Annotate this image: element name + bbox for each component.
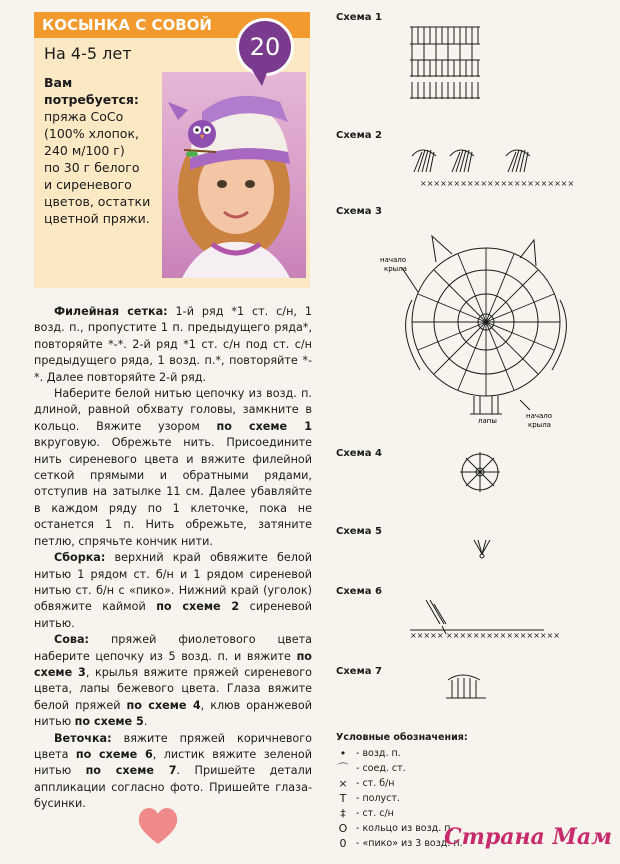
- scheme-3-paws-label: лапы: [478, 417, 497, 425]
- bold-term: Сборка:: [54, 551, 106, 565]
- materials-line: (100% хлопок,: [44, 126, 139, 141]
- materials-title: Вам потребуется:: [44, 75, 139, 107]
- bold-term: Веточка:: [54, 731, 112, 745]
- scheme-5-label: Схема 5: [336, 526, 382, 537]
- paragraph-text: верхний край обвяжите белой нитью 1 рядом ст. б/н и 1 рядом сиреневой нитью ст. б/н с «пико». Нижний край (уголок) обвяжите каймой: [34, 551, 312, 614]
- scheme-3-start-label2: крыла: [384, 265, 407, 273]
- bold-term: по схеме 7: [85, 764, 177, 778]
- bold-term: по схеме 1: [216, 419, 312, 433]
- paragraph-text: Наберите белой нитью цепочку из возд. п. длиной, равной обхвату головы, замкните в кольцо. Вяжите узором: [34, 387, 312, 433]
- legend-symbol: T: [339, 792, 347, 805]
- paragraph-text: 1-й ряд *1 ст. с/н, 1 возд. п., пропустите 1 п. предыдущего ряда*, повторяйте *-*. 2-й ряд *1 ст. с/н под ст. с/н предыдущего ряда, 1 возд. п.*, повторяйте *-*. Далее повторяйте 2-й ряд.: [34, 305, 312, 384]
- legend-item: [336, 776, 468, 791]
- heart-icon: [136, 804, 180, 846]
- paragraph-text: , крылья вяжите пряжей сиреневого цвета, лапы бежевого цвета. Глаза вяжите белой пряжей: [34, 665, 312, 712]
- pattern-title: КОСЫНКА С СОВОЙ: [34, 12, 310, 38]
- paragraph-text: сиреневой нитью.: [34, 600, 312, 630]
- scheme-7-label: Схема 7: [336, 666, 382, 677]
- paragraph-text: , клюв оранжевой нитью: [34, 698, 312, 729]
- scheme-2-label: Схема 2: [336, 130, 382, 141]
- paragraph-text: пряжей фиолетового цвета наберите цепочку из 5 возд. п. и вяжите: [34, 633, 312, 663]
- legend-symbol: •: [339, 747, 347, 760]
- paragraph-text: вяжите пряжей коричневого цвета: [34, 731, 312, 761]
- scheme-5-diagram: [474, 540, 490, 558]
- legend-symbol: O: [338, 822, 348, 835]
- bold-term: Сова:: [54, 633, 89, 647]
- legend-label: - возд. п.: [356, 748, 401, 759]
- legend-item: [336, 761, 468, 776]
- scheme-7-diagram: [446, 675, 486, 698]
- scheme-6-diagram: [410, 600, 560, 640]
- legend-label: - «пико» из 3 возд. п.: [356, 838, 463, 849]
- scheme-1-diagram: [410, 27, 480, 99]
- materials-line: 240 м/100 г): [44, 143, 125, 158]
- scheme-4-label: Схема 4: [336, 448, 382, 459]
- legend-symbol: ×: [338, 777, 348, 790]
- scheme-1-label: Схема 1: [336, 12, 382, 23]
- legend-symbol: ‡: [340, 807, 346, 820]
- scheme-4-diagram: [460, 452, 500, 492]
- bold-term: по схеме 4: [126, 698, 201, 712]
- materials-line: пряжа CoCo: [44, 109, 124, 124]
- bold-term: по схеме 2: [156, 600, 240, 614]
- page-number-badge: 20: [236, 18, 294, 76]
- paragraph-text: . Пришейте детали аппликации согласно фото. Пришейте глаза-бусинки.: [34, 764, 313, 811]
- age-range: На 4-5 лет: [44, 44, 132, 63]
- legend-label: - соед. ст.: [356, 763, 406, 774]
- scheme-3-label: Схема 3: [336, 206, 382, 217]
- legend-item: [336, 746, 468, 761]
- svg-text:××××× ×××××××××××××××××: ××××× ×××××××××××××××××: [410, 631, 561, 640]
- scheme-3-start-label: начало: [380, 256, 407, 264]
- bold-term: по схеме 3: [34, 649, 312, 679]
- legend-item: [336, 806, 468, 821]
- materials-line: по 30 г белого: [44, 160, 140, 175]
- scheme-6-label: Схема 6: [336, 586, 382, 597]
- legend-label: - полуст.: [356, 793, 400, 804]
- scheme-2-diagram: [412, 150, 574, 188]
- paragraph-text: , листик вяжите зеленой нитью: [34, 747, 312, 778]
- scheme-3-start-label-b2: крыла: [528, 421, 551, 429]
- legend-label: - ст. б/н: [356, 778, 395, 789]
- legend-symbol: 0: [339, 837, 347, 850]
- paragraph-text: .: [143, 715, 148, 729]
- legend-symbol: ⌒: [337, 762, 349, 775]
- legend-item: [336, 791, 468, 806]
- bold-term: по схеме 5: [74, 715, 144, 729]
- legend-label: - ст. с/н: [356, 808, 394, 819]
- materials-line: цветов, остатки: [44, 194, 151, 209]
- legend-title: Условные обозначения:: [336, 732, 468, 743]
- site-watermark: Страна Мам: [444, 824, 612, 850]
- bold-term: по схеме 6: [75, 747, 153, 761]
- materials-line: цветной пряжи.: [44, 211, 150, 226]
- bold-term: Филейная сетка:: [54, 305, 168, 318]
- legend-label: - кольцо из возд. п.: [356, 823, 454, 834]
- scheme-3-diagram: [402, 236, 566, 414]
- materials-line: и сиреневого: [44, 177, 132, 192]
- paragraph-text: вкруговую. Обрежьте нить. Присоедините нить сиреневого цвета и вяжите филейной сеткой прямыми и обратными рядами, отступив на затылке 11 см. Далее убавляйте в каждом ряду по 1 клеточке, пока не останется 1 п. Нить обрежьте, затяните петлю, спрячьте кончик нити.: [34, 436, 312, 548]
- svg-text:×××××××××××××××××××××××: ×××××××××××××××××××××××: [420, 179, 575, 188]
- scheme-3-start-label-b: начало: [526, 412, 553, 420]
